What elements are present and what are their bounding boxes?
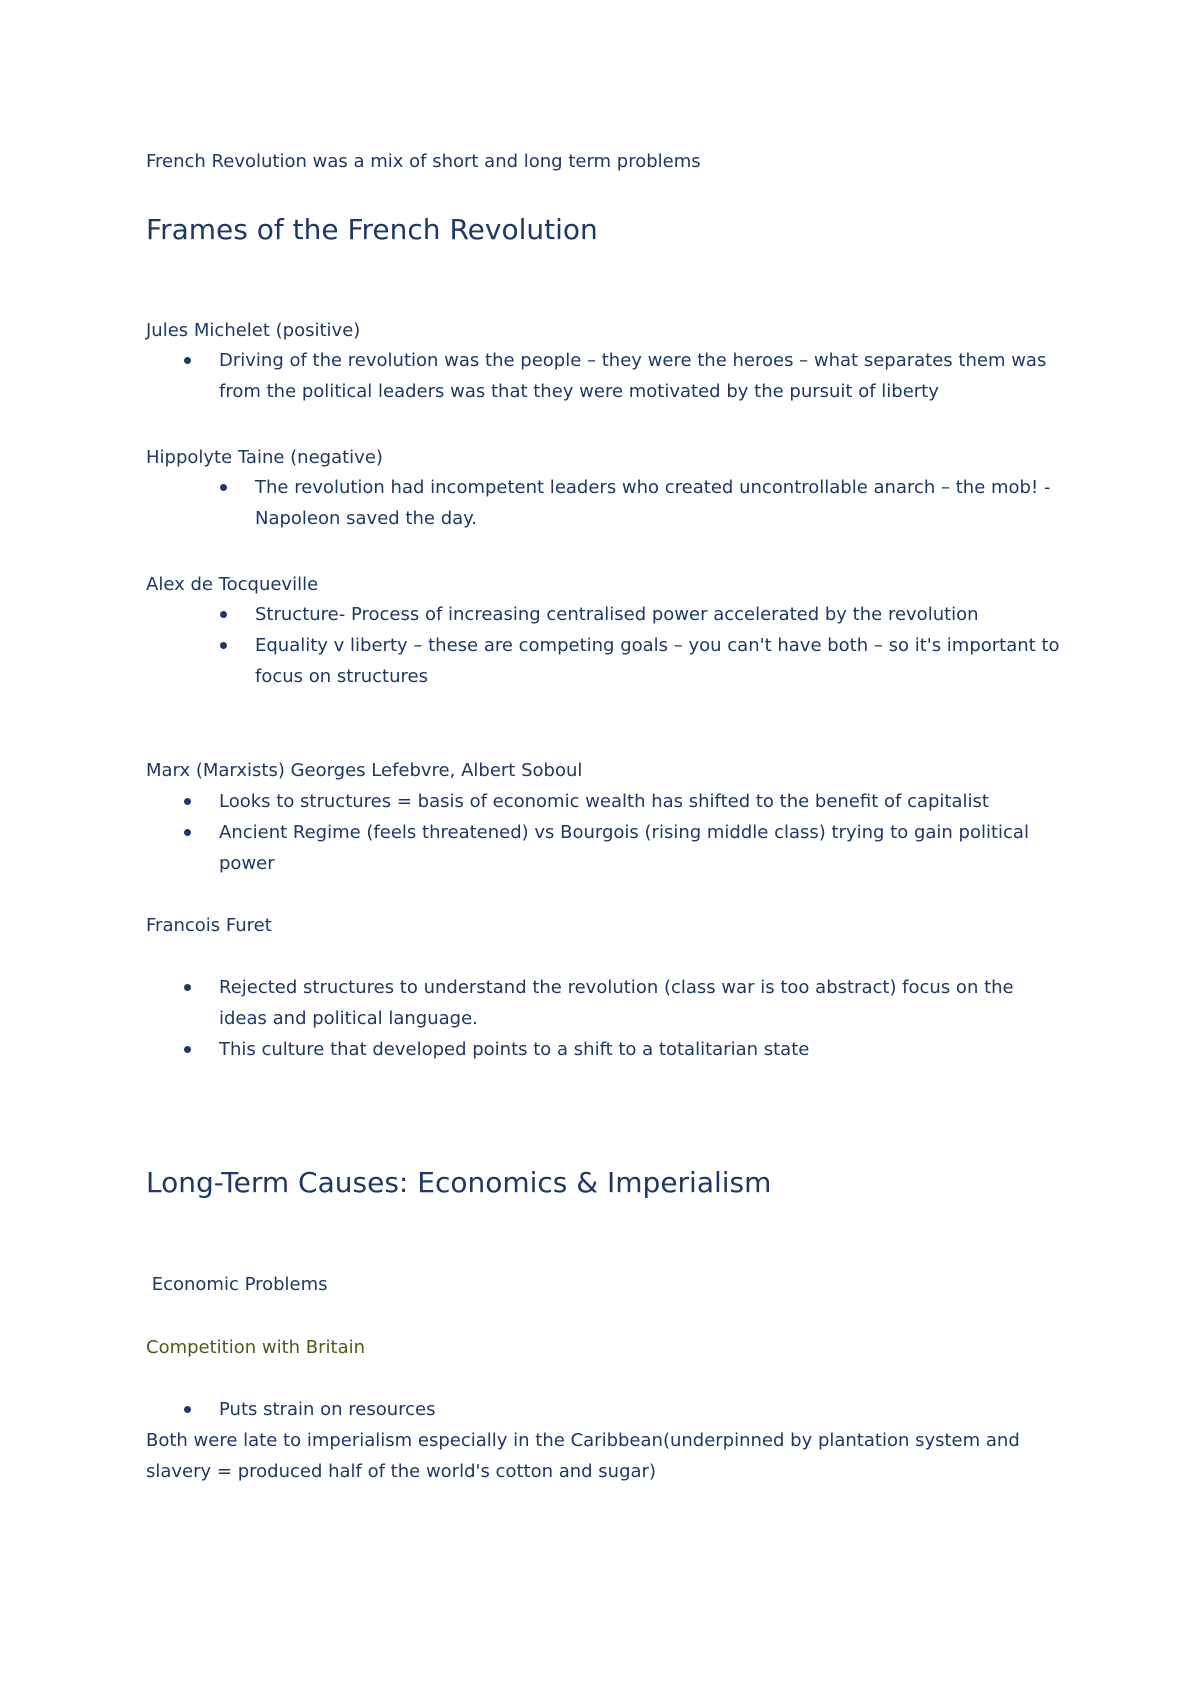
heading-long-term-causes: Long-Term Causes: Economics & Imperialism	[146, 1166, 772, 1199]
bullet-icon	[184, 798, 191, 805]
bullet-icon	[220, 642, 227, 649]
body-paragraph-line: slavery = produced half of the world's cotton and sugar)	[146, 1461, 656, 1482]
competition-britain-subtitle: Competition with Britain	[146, 1337, 366, 1358]
tocqueville-title: Alex de Tocqueville	[146, 574, 319, 595]
list-item-text: Puts strain on resources	[219, 1399, 436, 1420]
list-item-text: Structure- Process of increasing centralised power accelerated by the revolution	[255, 604, 979, 625]
list-item-text: This culture that developed points to a shift to a totalitarian state	[219, 1039, 810, 1060]
economic-problems-title: Economic Problems	[146, 1274, 328, 1295]
marx-title: Marx (Marxists) Georges Lefebvre, Albert Soboul	[146, 760, 583, 781]
list-item-text: Driving of the revolution was the people – they were the heroes – what separates them was	[219, 350, 1047, 371]
list-item-text: Looks to structures = basis of economic wealth has shifted to the benefit of capitalist	[219, 791, 989, 812]
bullet-icon	[184, 1046, 191, 1053]
heading-frames: Frames of the French Revolution	[146, 213, 598, 246]
bullet-icon	[184, 1406, 191, 1413]
list-item-text: Ancient Regime (feels threatened) vs Bourgois (rising middle class) trying to gain political	[219, 822, 1029, 843]
bullet-icon	[184, 357, 191, 364]
list-item-text: from the political leaders was that they were motivated by the pursuit of liberty	[219, 381, 939, 402]
list-item-text: The revolution had incompetent leaders who created uncontrollable anarch – the mob! -	[255, 477, 1051, 498]
bullet-icon	[220, 611, 227, 618]
bullet-icon	[184, 829, 191, 836]
bullet-icon	[184, 984, 191, 991]
body-paragraph-line: Both were late to imperialism especially in the Caribbean(underpinned by plantation system and	[146, 1430, 1020, 1451]
michelet-title: Jules Michelet (positive)	[146, 320, 361, 341]
intro-line: French Revolution was a mix of short and long term problems	[146, 151, 701, 172]
list-item-text: Napoleon saved the day.	[255, 508, 477, 529]
list-item-text: focus on structures	[255, 666, 428, 687]
furet-title: Francois Furet	[146, 915, 272, 936]
list-item-text: Equality v liberty – these are competing goals – you can't have both – so it's important to	[255, 635, 1060, 656]
bullet-icon	[220, 484, 227, 491]
list-item-text: power	[219, 853, 275, 874]
taine-title: Hippolyte Taine (negative)	[146, 447, 383, 468]
list-item-text: ideas and political language.	[219, 1008, 478, 1029]
list-item-text: Rejected structures to understand the revolution (class war is too abstract) focus on the	[219, 977, 1014, 998]
